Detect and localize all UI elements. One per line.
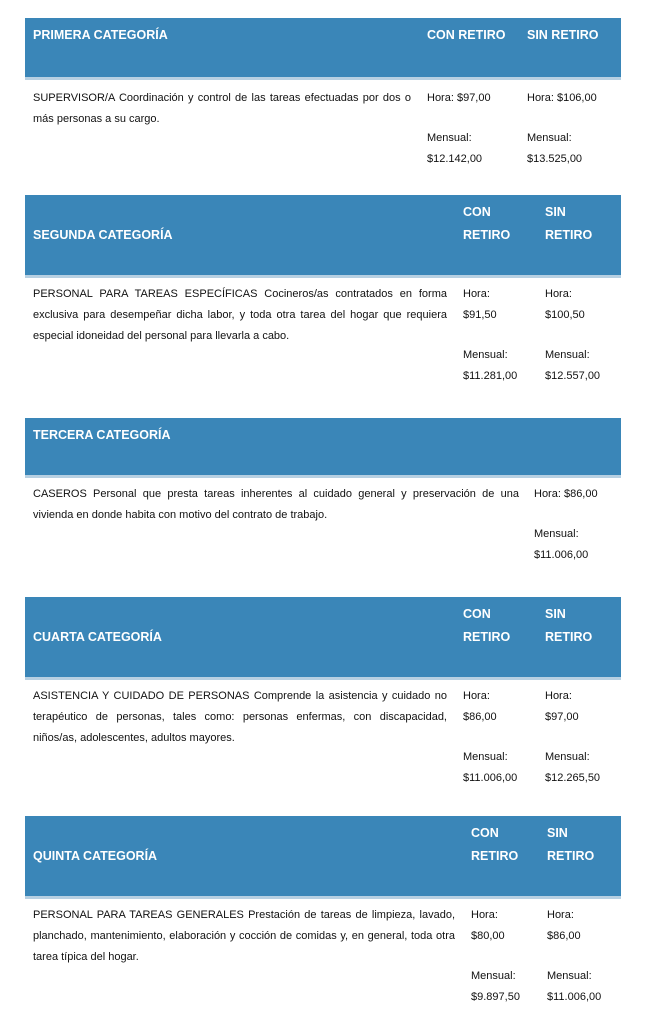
category-description: SUPERVISOR/A Coordinación y control de las tareas efectuadas por dos o más personas a su cargo. bbox=[33, 92, 411, 125]
monthly-label: Mensual: bbox=[534, 528, 579, 540]
hourly-rate: $100,50 bbox=[545, 309, 585, 321]
monthly-label: Mensual: bbox=[545, 349, 590, 361]
col-header-sin-retiro: SIN RETIRO bbox=[527, 28, 599, 42]
col-header-retiro: RETIRO bbox=[463, 630, 511, 644]
price-sin-retiro bbox=[545, 686, 600, 789]
category-description: CASEROS Personal que presta tareas inherentes al cuidado general y preservación de una vivienda en donde habita con motivo del contrato de trabajo. bbox=[33, 488, 519, 521]
hourly-label: Hora: bbox=[547, 909, 574, 921]
hourly-rate: Hora: $86,00 bbox=[534, 488, 598, 500]
monthly-rate: $11.006,00 bbox=[463, 772, 518, 784]
price-con-retiro bbox=[463, 686, 517, 789]
hourly-rate: $86,00 bbox=[547, 930, 581, 942]
hourly-rate: $91,50 bbox=[463, 309, 497, 321]
monthly-rate: $11.006,00 bbox=[534, 549, 589, 561]
hourly-label: Hora: bbox=[471, 909, 498, 921]
monthly-label: Mensual: bbox=[547, 970, 592, 982]
col-header-retiro: RETIRO bbox=[471, 849, 519, 863]
price-con-retiro bbox=[463, 284, 517, 387]
price-con-retiro bbox=[427, 88, 491, 170]
price-sin-retiro bbox=[547, 905, 601, 1008]
category-description: PERSONAL PARA TAREAS ESPECÍFICAS Cocineros/as contratados en forma exclusiva para desempeñar dicha labor, y toda otra tarea del hogar que requiera especial idoneidad del personal para llevarla a cabo. bbox=[33, 288, 447, 342]
category-header bbox=[25, 418, 621, 478]
category-header bbox=[25, 195, 621, 278]
price-sin-retiro bbox=[527, 88, 597, 170]
category-table-tercera bbox=[25, 418, 621, 561]
col-header-sin: SIN bbox=[545, 607, 566, 621]
col-header-con: CON bbox=[471, 826, 499, 840]
col-header-retiro: RETIRO bbox=[547, 849, 595, 863]
category-table-primera bbox=[25, 18, 621, 165]
monthly-label: Mensual: bbox=[463, 349, 508, 361]
category-header bbox=[25, 18, 621, 80]
monthly-rate: $13.525,00 bbox=[527, 153, 583, 165]
col-header-retiro: RETIRO bbox=[545, 630, 593, 644]
category-description: ASISTENCIA Y CUIDADO DE PERSONAS Comprende la asistencia y cuidado no terapéutico de personas, tales como: personas enfermas, con discapacidad, niños/as, adolescentes, adultos mayores. bbox=[33, 690, 447, 744]
hourly-label: Hora: bbox=[545, 690, 572, 702]
category-table-quinta bbox=[25, 816, 621, 1003]
monthly-rate: $12.142,00 bbox=[427, 153, 483, 165]
category-title: CUARTA CATEGORÍA bbox=[33, 630, 162, 644]
price-sin-retiro bbox=[545, 284, 600, 387]
monthly-rate: $12.557,00 bbox=[545, 370, 601, 382]
category-header bbox=[25, 597, 621, 680]
monthly-rate: $11.006,00 bbox=[547, 991, 602, 1003]
category-title: TERCERA CATEGORÍA bbox=[33, 428, 171, 442]
category-title: PRIMERA CATEGORÍA bbox=[33, 28, 168, 42]
hourly-rate: $86,00 bbox=[463, 711, 497, 723]
col-header-sin: SIN bbox=[547, 826, 568, 840]
col-header-con-retiro: CON RETIRO bbox=[427, 28, 506, 42]
col-header-con: CON bbox=[463, 607, 491, 621]
hourly-rate: Hora: $106,00 bbox=[527, 92, 597, 104]
col-header-con: CON bbox=[463, 205, 491, 219]
category-header bbox=[25, 816, 621, 899]
hourly-label: Hora: bbox=[463, 690, 490, 702]
category-table-segunda bbox=[25, 195, 621, 382]
hourly-rate: $97,00 bbox=[545, 711, 579, 723]
monthly-rate: $9.897,50 bbox=[471, 991, 520, 1003]
col-header-sin: SIN bbox=[545, 205, 566, 219]
monthly-rate: $11.281,00 bbox=[463, 370, 518, 382]
hourly-label: Hora: bbox=[463, 288, 490, 300]
monthly-label: Mensual: bbox=[427, 132, 472, 144]
col-header-retiro: RETIRO bbox=[463, 228, 511, 242]
monthly-rate: $12.265,50 bbox=[545, 772, 601, 784]
monthly-label: Mensual: bbox=[463, 751, 508, 763]
col-header-retiro: RETIRO bbox=[545, 228, 593, 242]
hourly-rate: Hora: $97,00 bbox=[427, 92, 491, 104]
category-title: QUINTA CATEGORÍA bbox=[33, 849, 158, 863]
hourly-label: Hora: bbox=[545, 288, 572, 300]
price-con-retiro bbox=[471, 905, 520, 1008]
category-table-cuarta bbox=[25, 597, 621, 784]
hourly-rate: $80,00 bbox=[471, 930, 505, 942]
monthly-label: Mensual: bbox=[471, 970, 516, 982]
monthly-label: Mensual: bbox=[527, 132, 572, 144]
monthly-label: Mensual: bbox=[545, 751, 590, 763]
price-column bbox=[534, 484, 598, 566]
category-title: SEGUNDA CATEGORÍA bbox=[33, 228, 173, 242]
category-description: PERSONAL PARA TAREAS GENERALES Prestación de tareas de limpieza, lavado, planchado, mantenimiento, elaboración y cocción de comidas y, en general, toda otra tarea típica del hogar. bbox=[33, 909, 455, 963]
